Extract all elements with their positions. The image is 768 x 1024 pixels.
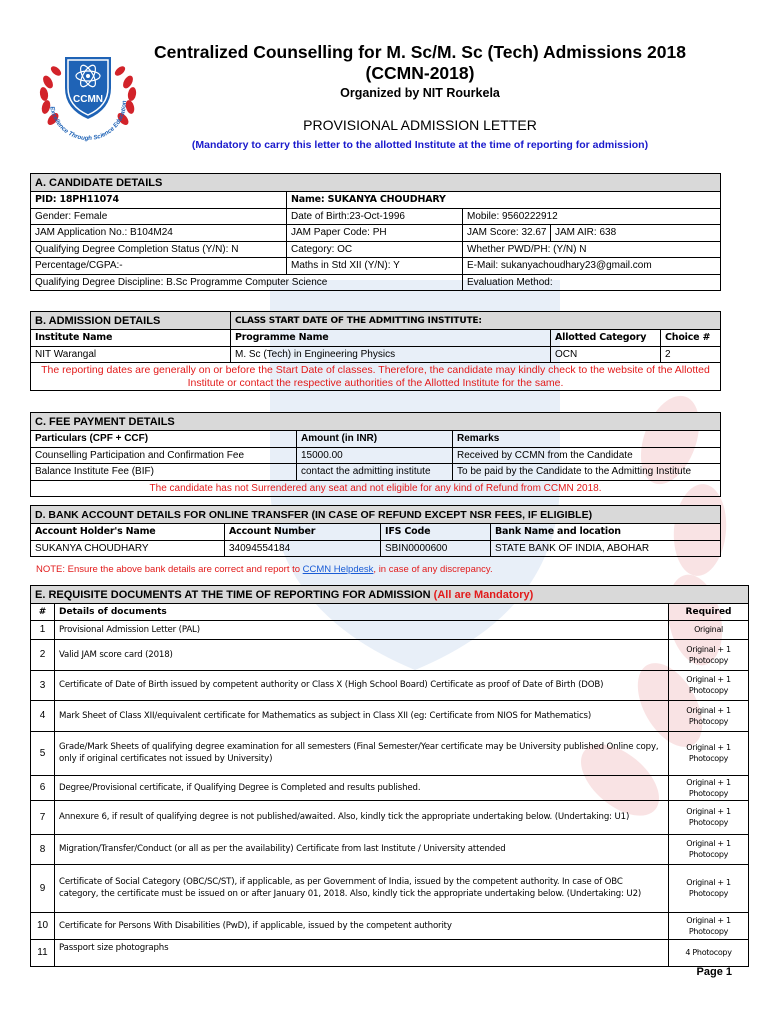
doc-details: Mark Sheet of Class XII/equivalent certificate for Mathematics as subject in Class XII (eg: Certificate from NIOS for Mathematics) [55, 700, 669, 731]
choice-number: 2 [661, 346, 721, 363]
allotted-category: OCN [551, 346, 661, 363]
documents-table [30, 585, 749, 967]
section-e-title: E. REQUISITE DOCUMENTS AT THE TIME OF REPORTING FOR ADMISSION (All are Mandatory) [31, 586, 749, 604]
fee-particular: Counselling Participation and Confirmation Fee [31, 447, 297, 464]
doc-required: Original + 1 Photocopy [669, 670, 749, 700]
doc-details: Passport size photographs [55, 939, 669, 966]
jam-paper-code: JAM Paper Code: PH [287, 225, 463, 242]
doc-num: 5 [31, 731, 55, 775]
percentage-cgpa: Percentage/CGPA:- [31, 258, 287, 275]
doc-num: 8 [31, 834, 55, 864]
col-programme: Programme Name [231, 330, 551, 347]
doc-required: Original [669, 620, 749, 639]
qualifying-status: Qualifying Degree Completion Status (Y/N): N [31, 241, 287, 258]
doc-details: Valid JAM score card (2018) [55, 639, 669, 670]
reporting-note: The reporting dates are generally on or before the Start Date of classes. Therefore, the candidate may kindly check to the website of the Allotted Institute or contact the respective authorities of the Allotted Institute for the same. [31, 363, 721, 391]
ifs-code: SBIN0000600 [381, 540, 491, 557]
institute-name: NIT Warangal [31, 346, 231, 363]
col-institute: Institute Name [31, 330, 231, 347]
doc-required: Original + 1 Photocopy [669, 800, 749, 834]
ccmn-helpdesk-link[interactable]: CCMN Helpdesk [302, 564, 374, 575]
doc-required: Original + 1 Photocopy [669, 731, 749, 775]
col-details: Details of documents [55, 604, 669, 621]
category: Category: OC [287, 241, 463, 258]
col-account-number: Account Number [225, 524, 381, 541]
mobile: Mobile: 9560222912 [463, 208, 721, 225]
bank-note: NOTE: Ensure the above bank details are correct and report to CCMN Helpdesk, in case of any discrepancy. [36, 564, 493, 575]
organizer-text: Organized by NIT Rourkela [340, 86, 500, 100]
doc-num: 4 [31, 700, 55, 731]
doc-details: Grade/Mark Sheets of qualifying degree examination for all semesters (Final Semester/Year certificate may be University published Online copy, only if original certificates not issued by University) [55, 731, 669, 775]
page-number: Page 1 [696, 966, 732, 978]
jam-application-no: JAM Application No.: B104M24 [31, 225, 287, 242]
doc-details: Migration/Transfer/Conduct (or all as per the availability) Certificate from last Institute / University attended [55, 834, 669, 864]
section-a-title: A. CANDIDATE DETAILS [31, 174, 721, 192]
date-of-birth: Date of Birth:23-Oct-1996 [287, 208, 463, 225]
doc-num: 7 [31, 800, 55, 834]
doc-required: Original + 1 Photocopy [669, 775, 749, 800]
section-c-title: C. FEE PAYMENT DETAILS [31, 413, 721, 431]
class-start-date: CLASS START DATE OF THE ADMITTING INSTITUTE: [231, 312, 721, 330]
col-bank-name: Bank Name and location [491, 524, 721, 541]
account-number: 34094554184 [225, 540, 381, 557]
section-d-title: D. BANK ACCOUNT DETAILS FOR ONLINE TRANSFER (IN CASE OF REFUND EXCEPT NSR FEES, IF ELIGIBLE) [31, 506, 721, 524]
col-remarks: Remarks [453, 431, 721, 448]
col-account-holder: Account Holder's Name [31, 524, 225, 541]
fee-amount: contact the admitting institute [297, 464, 453, 481]
doc-details: Annexure 6, if result of qualifying degree is not published/awaited. Also, kindly tick the appropriate undertaking below. (Undertaking: U1) [55, 800, 669, 834]
doc-required: 4 Photocopy [669, 939, 749, 966]
mandatory-note: (Mandatory to carry this letter to the allotted Institute at the time of reporting for admission) [191, 139, 649, 151]
col-num: # [31, 604, 55, 621]
admission-details-table [30, 311, 721, 391]
page-title: Centralized Counselling for M. Sc/M. Sc (Tech) Admissions 2018 (CCMN-2018) [154, 42, 686, 83]
programme-name: M. Sc (Tech) in Engineering Physics [231, 346, 551, 363]
doc-required: Original + 1 Photocopy [669, 700, 749, 731]
gender: Gender: Female [31, 208, 287, 225]
doc-required: Original + 1 Photocopy [669, 639, 749, 670]
jam-air: JAM AIR: 638 [551, 225, 721, 242]
doc-num: 10 [31, 912, 55, 939]
col-ifs-code: IFS Code [381, 524, 491, 541]
doc-num: 3 [31, 670, 55, 700]
fee-remarks: To be paid by the Candidate to the Admitting Institute [453, 464, 721, 481]
jam-score: JAM Score: 32.67 [463, 225, 551, 242]
col-choice: Choice # [661, 330, 721, 347]
doc-num: 11 [31, 939, 55, 966]
pid: PID: 18PH11074 [31, 192, 287, 209]
doc-num: 1 [31, 620, 55, 639]
col-allotted-category: Allotted Category [551, 330, 661, 347]
doc-num: 6 [31, 775, 55, 800]
bank-name: STATE BANK OF INDIA, ABOHAR [491, 540, 721, 557]
doc-details: Certificate of Social Category (OBC/SC/ST), if applicable, as per Government of India, issued by the competent authority. In case of OBC category, the certificate must be issued on or after January 01, 2018. Also, kindly tick the appropriate undertaking below. (Undertaking: U2) [55, 864, 669, 912]
doc-num: 2 [31, 639, 55, 670]
candidate-details-table [30, 173, 721, 291]
fee-particular: Balance Institute Fee (BIF) [31, 464, 297, 481]
doc-num: 9 [31, 864, 55, 912]
candidate-name: Name: SUKANYA CHOUDHARY [287, 192, 721, 209]
doc-required: Original + 1 Photocopy [669, 834, 749, 864]
account-holder: SUKANYA CHOUDHARY [31, 540, 225, 557]
col-required: Required [669, 604, 749, 621]
doc-details: Degree/Provisional certificate, if Qualifying Degree is Completed and results published. [55, 775, 669, 800]
refund-note: The candidate has not Surrendered any seat and not eligible for any kind of Refund from CCMN 2018. [31, 480, 721, 497]
doc-details: Certificate for Persons With Disabilities (PwD), if applicable, issued by the competent authority [55, 912, 669, 939]
evaluation-method: Evaluation Method: [463, 274, 721, 291]
pwd-status: Whether PWD/PH: (Y/N) N [463, 241, 721, 258]
doc-required: Original + 1 Photocopy [669, 912, 749, 939]
doc-required: Original + 1 Photocopy [669, 864, 749, 912]
doc-details: Certificate of Date of Birth issued by competent authority or Class X (High School Board) Certificate as proof of Date of Birth (DOB) [55, 670, 669, 700]
fee-payment-table [30, 412, 721, 497]
section-b-title: B. ADMISSION DETAILS [31, 312, 231, 330]
maths-in-xii: Maths in Std XII (Y/N): Y [287, 258, 463, 275]
fee-remarks: Received by CCMN from the Candidate [453, 447, 721, 464]
email: E-Mail: sukanyachoudhary23@gmail.com [463, 258, 721, 275]
qualifying-discipline: Qualifying Degree Discipline: B.Sc Programme Computer Science [31, 274, 463, 291]
col-amount: Amount (in INR) [297, 431, 453, 448]
fee-amount: 15000.00 [297, 447, 453, 464]
svg-text:CCMN: CCMN [73, 94, 103, 105]
doc-details: Provisional Admission Letter (PAL) [55, 620, 669, 639]
bank-details-table [30, 505, 721, 557]
svg-text:Excellence Through Science Edu: Excellence Through Science Education [48, 100, 129, 143]
ccmn-logo [34, 44, 142, 148]
letter-title: PROVISIONAL ADMISSION LETTER [303, 117, 537, 133]
col-particulars: Particulars (CPF + CCF) [31, 431, 297, 448]
